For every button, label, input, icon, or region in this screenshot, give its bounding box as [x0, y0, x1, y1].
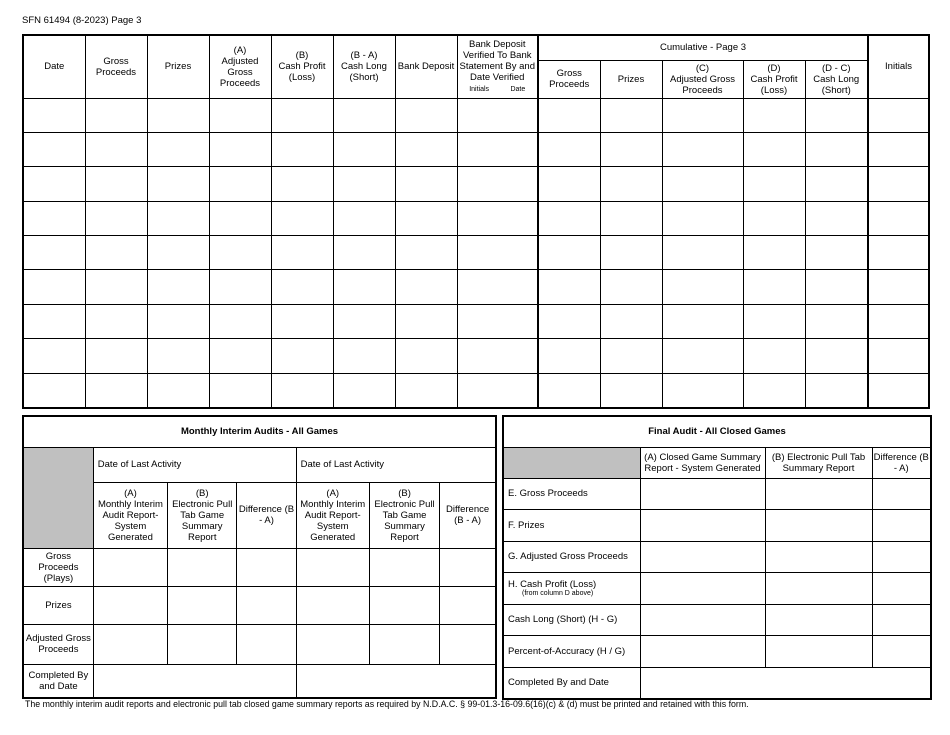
input-cell[interactable]: [440, 548, 496, 586]
input-cell[interactable]: [23, 236, 85, 270]
row-cash-long-label: Cash Long (Short) (H - G): [503, 604, 640, 636]
daily-row: [23, 304, 929, 338]
input-cell[interactable]: [440, 586, 496, 624]
completed-field-2[interactable]: [296, 664, 496, 698]
input-cell[interactable]: [85, 236, 147, 270]
input-cell[interactable]: [296, 548, 369, 586]
input-cell[interactable]: [93, 586, 167, 624]
final-col-diff: Difference (B - A): [872, 447, 931, 478]
input-cell[interactable]: [868, 98, 929, 132]
input-cell[interactable]: [743, 304, 805, 338]
input-cell[interactable]: [872, 510, 931, 542]
input-cell[interactable]: [868, 270, 929, 304]
input-cell[interactable]: [23, 339, 85, 373]
input-cell[interactable]: [538, 236, 600, 270]
input-cell[interactable]: [271, 339, 333, 373]
input-cell[interactable]: [271, 373, 333, 407]
input-cell[interactable]: [805, 201, 868, 235]
monthly-col-a-1: (A) Monthly Interim Audit Report-System Generated: [93, 482, 167, 548]
input-cell[interactable]: [147, 339, 209, 373]
input-cell[interactable]: [85, 373, 147, 407]
input-cell[interactable]: [765, 510, 872, 542]
input-cell[interactable]: [600, 98, 662, 132]
input-cell[interactable]: [271, 236, 333, 270]
input-cell[interactable]: [237, 624, 296, 664]
input-cell[interactable]: [538, 339, 600, 373]
input-cell[interactable]: [743, 201, 805, 235]
row-percent-label: Percent-of-Accuracy (H / G): [503, 636, 640, 668]
input-cell[interactable]: [765, 604, 872, 636]
input-cell[interactable]: [743, 270, 805, 304]
date-last-activity-1: Date of Last Activity: [93, 447, 296, 482]
daily-row: [23, 98, 929, 132]
input-cell[interactable]: [23, 167, 85, 201]
col-cash-profit-header: (B) Cash Profit (Loss): [271, 35, 333, 98]
completed-field-1[interactable]: [93, 664, 296, 698]
input-cell[interactable]: [872, 541, 931, 573]
input-cell[interactable]: [600, 132, 662, 166]
input-cell[interactable]: [85, 270, 147, 304]
input-cell[interactable]: [805, 132, 868, 166]
input-cell[interactable]: [209, 339, 271, 373]
input-cell[interactable]: [538, 373, 600, 407]
daily-row: [23, 201, 929, 235]
input-cell[interactable]: [333, 132, 395, 166]
input-cell[interactable]: [395, 236, 457, 270]
input-cell[interactable]: [765, 636, 872, 668]
col-adjusted-header: (A) Adjusted Gross Proceeds: [209, 35, 271, 98]
input-cell[interactable]: [147, 270, 209, 304]
input-cell[interactable]: [369, 586, 439, 624]
input-cell[interactable]: [872, 573, 931, 605]
input-cell[interactable]: [93, 548, 167, 586]
input-cell[interactable]: [168, 624, 237, 664]
input-cell[interactable]: [457, 373, 538, 407]
input-cell[interactable]: [23, 373, 85, 407]
input-cell[interactable]: [538, 201, 600, 235]
input-cell[interactable]: [23, 304, 85, 338]
monthly-title: Monthly Interim Audits - All Games: [23, 416, 496, 447]
input-cell[interactable]: [538, 132, 600, 166]
input-cell[interactable]: [868, 236, 929, 270]
input-cell[interactable]: [600, 236, 662, 270]
final-audit-table: [502, 415, 932, 700]
row-completed-label: Completed By and Date: [503, 667, 640, 699]
input-cell[interactable]: [395, 373, 457, 407]
input-cell[interactable]: [457, 201, 538, 235]
input-cell[interactable]: [640, 573, 765, 605]
input-cell[interactable]: [271, 201, 333, 235]
monthly-col-b-2: (B) Electronic Pull Tab Game Summary Report: [369, 482, 439, 548]
input-cell[interactable]: [23, 132, 85, 166]
input-cell[interactable]: [662, 201, 743, 235]
input-cell[interactable]: [209, 304, 271, 338]
input-cell[interactable]: [640, 478, 765, 510]
input-cell[interactable]: [662, 132, 743, 166]
input-cell[interactable]: [333, 98, 395, 132]
input-cell[interactable]: [662, 236, 743, 270]
final-col-a: (A) Closed Game Summary Report - System Generated: [640, 447, 765, 478]
input-cell[interactable]: [85, 201, 147, 235]
input-cell[interactable]: [93, 624, 167, 664]
input-cell[interactable]: [395, 167, 457, 201]
input-cell[interactable]: [640, 636, 765, 668]
input-cell[interactable]: [333, 373, 395, 407]
col-initials-header: Initials: [868, 35, 929, 98]
input-cell[interactable]: [209, 132, 271, 166]
input-cell[interactable]: [457, 98, 538, 132]
input-cell[interactable]: [147, 167, 209, 201]
col-cum-adjusted-header: (C) Adjusted Gross Proceeds: [662, 60, 743, 98]
row-adjusted-label: Adjusted Gross Proceeds: [23, 624, 93, 664]
input-cell[interactable]: [640, 510, 765, 542]
input-cell[interactable]: [662, 304, 743, 338]
cumulative-header: Cumulative - Page 3: [538, 35, 868, 60]
col-cum-profit-header: (D) Cash Profit (Loss): [743, 60, 805, 98]
daily-record-table: [22, 34, 930, 409]
date-last-activity-2: Date of Last Activity: [296, 447, 496, 482]
input-cell[interactable]: [333, 339, 395, 373]
input-cell[interactable]: [395, 270, 457, 304]
input-cell[interactable]: [271, 167, 333, 201]
input-cell[interactable]: [538, 167, 600, 201]
input-cell[interactable]: [85, 98, 147, 132]
input-cell[interactable]: [85, 304, 147, 338]
input-cell[interactable]: [743, 98, 805, 132]
input-cell[interactable]: [805, 339, 868, 373]
input-cell[interactable]: [538, 304, 600, 338]
input-cell[interactable]: [600, 167, 662, 201]
input-cell[interactable]: [395, 98, 457, 132]
input-cell[interactable]: [395, 304, 457, 338]
input-cell[interactable]: [600, 201, 662, 235]
input-cell[interactable]: [662, 339, 743, 373]
daily-row: [23, 339, 929, 373]
input-cell[interactable]: [395, 339, 457, 373]
input-cell[interactable]: [147, 98, 209, 132]
col-prizes-header: Prizes: [147, 35, 209, 98]
daily-row: [23, 167, 929, 201]
row-gross-label: Gross Proceeds (Plays): [23, 548, 93, 586]
input-cell[interactable]: [868, 201, 929, 235]
input-cell[interactable]: [23, 98, 85, 132]
col-cum-gross-header: Gross Proceeds: [538, 60, 600, 98]
input-cell[interactable]: [209, 201, 271, 235]
monthly-col-diff-2: Difference (B - A): [440, 482, 496, 548]
col-date-header: Date: [23, 35, 85, 98]
row-prizes-label: Prizes: [23, 586, 93, 624]
input-cell[interactable]: [369, 624, 439, 664]
input-cell[interactable]: [168, 548, 237, 586]
input-cell[interactable]: [296, 624, 369, 664]
input-cell[interactable]: [333, 167, 395, 201]
input-cell[interactable]: [868, 373, 929, 407]
input-cell[interactable]: [395, 132, 457, 166]
col-bank-deposit-header: Bank Deposit: [395, 35, 457, 98]
input-cell[interactable]: [457, 132, 538, 166]
input-cell[interactable]: [457, 167, 538, 201]
input-cell[interactable]: [805, 304, 868, 338]
input-cell[interactable]: [743, 339, 805, 373]
input-cell[interactable]: [333, 201, 395, 235]
input-cell[interactable]: [600, 373, 662, 407]
form-id: SFN 61494 (8-2023) Page 3: [22, 15, 142, 26]
input-cell[interactable]: [743, 132, 805, 166]
col-gross-header: Gross Proceeds: [85, 35, 147, 98]
daily-row: [23, 236, 929, 270]
monthly-col-a-2: (A) Monthly Interim Audit Report-System Generated: [296, 482, 369, 548]
input-cell[interactable]: [640, 604, 765, 636]
input-cell[interactable]: [662, 167, 743, 201]
daily-row: [23, 270, 929, 304]
input-cell[interactable]: [600, 339, 662, 373]
input-cell[interactable]: [457, 236, 538, 270]
input-cell[interactable]: [168, 586, 237, 624]
input-cell[interactable]: [23, 201, 85, 235]
input-cell[interactable]: [333, 304, 395, 338]
footer-note: The monthly interim audit reports and electronic pull tab closed game summary reports as required by N.D.A.C. § 99-01.3-16-09.6(16)(c) & (d) must be printed and retained with this form.: [25, 699, 749, 709]
input-cell[interactable]: [765, 478, 872, 510]
input-cell[interactable]: [147, 373, 209, 407]
input-cell[interactable]: [85, 132, 147, 166]
input-cell[interactable]: [538, 270, 600, 304]
input-cell[interactable]: [805, 236, 868, 270]
daily-row: [23, 373, 929, 407]
input-cell[interactable]: [640, 541, 765, 573]
input-cell[interactable]: [662, 270, 743, 304]
verified-initials-label: Initials: [469, 85, 490, 93]
input-cell[interactable]: [209, 98, 271, 132]
input-cell[interactable]: [538, 98, 600, 132]
input-cell[interactable]: [209, 167, 271, 201]
input-cell[interactable]: [271, 304, 333, 338]
input-cell[interactable]: [147, 132, 209, 166]
row-g-label: G. Adjusted Gross Proceeds: [503, 541, 640, 573]
input-cell[interactable]: [271, 98, 333, 132]
verified-date-label: Date: [510, 85, 526, 93]
input-cell[interactable]: [743, 167, 805, 201]
row-completed-label: Completed By and Date: [23, 664, 93, 698]
input-cell[interactable]: [457, 339, 538, 373]
input-cell[interactable]: [457, 304, 538, 338]
col-bank-verified-header: Bank Deposit Verified To Bank Statement By and Date Verified Initials Date: [457, 35, 538, 98]
input-cell[interactable]: [868, 339, 929, 373]
input-cell[interactable]: [85, 339, 147, 373]
input-cell[interactable]: [868, 304, 929, 338]
input-cell[interactable]: [868, 167, 929, 201]
input-cell[interactable]: [209, 270, 271, 304]
input-cell[interactable]: [662, 373, 743, 407]
input-cell[interactable]: [743, 373, 805, 407]
input-cell[interactable]: [765, 573, 872, 605]
input-cell[interactable]: [872, 478, 931, 510]
input-cell[interactable]: [369, 548, 439, 586]
input-cell[interactable]: [743, 236, 805, 270]
input-cell[interactable]: [872, 604, 931, 636]
input-cell[interactable]: [395, 201, 457, 235]
input-cell[interactable]: [23, 270, 85, 304]
daily-row: [23, 132, 929, 166]
col-cum-prizes-header: Prizes: [600, 60, 662, 98]
input-cell[interactable]: [209, 236, 271, 270]
input-cell[interactable]: [440, 624, 496, 664]
input-cell[interactable]: [271, 270, 333, 304]
input-cell[interactable]: [805, 98, 868, 132]
completed-field[interactable]: [640, 667, 931, 699]
input-cell[interactable]: [868, 132, 929, 166]
gray-cell: [23, 447, 93, 548]
input-cell[interactable]: [333, 270, 395, 304]
row-f-label: F. Prizes: [503, 510, 640, 542]
input-cell[interactable]: [147, 304, 209, 338]
monthly-col-b-1: (B) Electronic Pull Tab Game Summary Report: [168, 482, 237, 548]
input-cell[interactable]: [271, 132, 333, 166]
final-col-b: (B) Electronic Pull Tab Summary Report: [765, 447, 872, 478]
input-cell[interactable]: [600, 304, 662, 338]
input-cell[interactable]: [805, 167, 868, 201]
input-cell[interactable]: [872, 636, 931, 668]
input-cell[interactable]: [457, 270, 538, 304]
input-cell[interactable]: [333, 236, 395, 270]
input-cell[interactable]: [237, 586, 296, 624]
col-cum-long-header: (D - C) Cash Long (Short): [805, 60, 868, 98]
input-cell[interactable]: [147, 236, 209, 270]
monthly-interim-audits-table: [22, 415, 497, 699]
input-cell[interactable]: [209, 373, 271, 407]
input-cell[interactable]: [805, 270, 868, 304]
gray-cell: [503, 447, 640, 478]
input-cell[interactable]: [805, 373, 868, 407]
input-cell[interactable]: [147, 201, 209, 235]
input-cell[interactable]: [85, 167, 147, 201]
input-cell[interactable]: [237, 548, 296, 586]
monthly-col-diff-1: Difference (B - A): [237, 482, 296, 548]
final-title: Final Audit - All Closed Games: [503, 416, 931, 447]
input-cell[interactable]: [296, 586, 369, 624]
input-cell[interactable]: [662, 98, 743, 132]
row-h-label: H. Cash Profit (Loss) (from column D above): [503, 573, 640, 605]
col-cash-long-header: (B - A) Cash Long (Short): [333, 35, 395, 98]
input-cell[interactable]: [765, 541, 872, 573]
row-e-label: E. Gross Proceeds: [503, 478, 640, 510]
row-h-note: (from column D above): [522, 589, 594, 597]
input-cell[interactable]: [600, 270, 662, 304]
